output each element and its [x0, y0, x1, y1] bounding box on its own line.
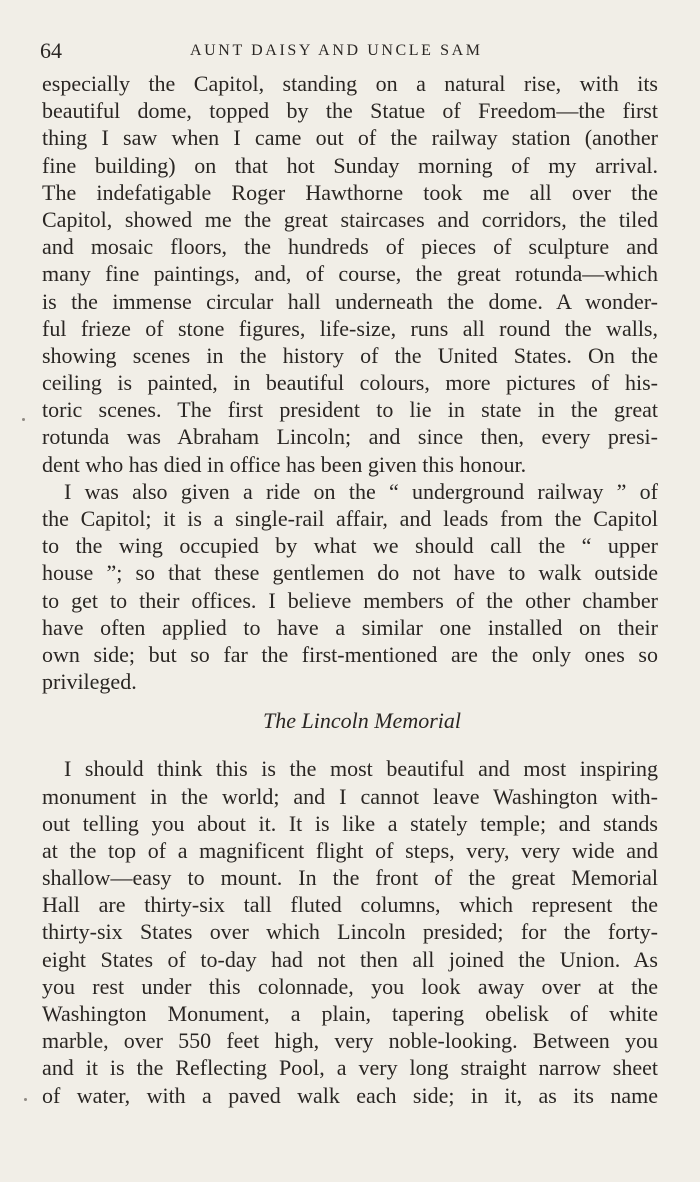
- text-line: eight States of to-day had not then all joined the Union. As: [42, 946, 658, 972]
- body-text: [42, 70, 658, 1109]
- running-head: [40, 38, 660, 64]
- text-line: shallow—easy to mount. In the front of the great Memorial: [42, 865, 658, 891]
- paragraph-capitol: [42, 70, 658, 478]
- text-line: the Capitol; it is a single-rail affair, and leads from the Capitol: [42, 506, 658, 531]
- text-line: fine building) on that hot Sunday morning of my arrival.: [42, 152, 658, 178]
- text-line: to get to their offices. I believe members of the other chamber: [42, 587, 658, 613]
- text-line: to the wing occupied by what we should call the “ upper: [42, 533, 658, 559]
- text-line: I was also given a ride on the “ underground railway ” of: [64, 478, 658, 504]
- text-line: beautiful dome, topped by the Statue of Freedom—the first: [42, 98, 658, 124]
- text-line: at the top of a magnificent flight of steps, very, very wide and: [42, 837, 658, 863]
- text-line: Capitol, showed me the great staircases and corridors, the tiled: [42, 206, 658, 232]
- section-heading: The Lincoln Memorial: [263, 708, 461, 734]
- text-line: you rest under this colonnade, you look away over at the: [42, 973, 658, 999]
- print-speck: [24, 1098, 27, 1101]
- text-line: rotunda was Abraham Lincoln; and since then, every presi-: [42, 424, 658, 450]
- text-line: privileged.: [42, 669, 137, 695]
- running-title: AUNT DAISY AND UNCLE SAM: [190, 42, 483, 59]
- text-line: monument in the world; and I cannot leave Washington with-: [42, 783, 658, 809]
- text-line: many fine paintings, and, of course, the great rotunda—which: [42, 261, 658, 287]
- text-line: out telling you about it. It is like a stately temple; and stands: [42, 810, 658, 836]
- paragraph-underground-railway: [42, 478, 658, 696]
- text-line: The indefatigable Roger Hawthorne took me all over the: [42, 179, 658, 205]
- text-line: I should think this is the most beautiful and most inspiring: [64, 756, 658, 782]
- text-line: house ”; so that these gentlemen do not have to walk outside: [42, 560, 658, 586]
- text-line: showing scenes in the history of the United States. On the: [42, 342, 658, 368]
- text-line: Hall are thirty-six tall fluted columns, which represent the: [42, 892, 658, 918]
- text-line: thirty-six States over which Lincoln presided; for the forty-: [42, 919, 658, 945]
- text-line: ceiling is painted, in beautiful colours, more pictures of his-: [42, 370, 658, 396]
- text-line: is the immense circular hall underneath the dome. A wonder-: [42, 288, 658, 314]
- text-line: own side; but so far the first-mentioned are the only ones so: [42, 641, 658, 667]
- text-line: dent who has died in office has been given this honour.: [42, 451, 527, 477]
- text-line: toric scenes. The first president to lie in state in the great: [42, 397, 658, 423]
- page-number: 64: [40, 38, 62, 63]
- text-line: ful frieze of stone figures, life-size, runs all round the walls,: [42, 315, 658, 341]
- text-line: of water, with a paved walk each side; in it, as its name: [42, 1082, 658, 1108]
- text-line: thing I saw when I came out of the railway station (another: [42, 125, 658, 151]
- paragraph-lincoln-memorial: [42, 755, 658, 1108]
- print-speck: [22, 418, 25, 421]
- text-line: marble, over 550 feet high, very noble-looking. Between you: [42, 1028, 658, 1054]
- text-line: and mosaic floors, the hundreds of pieces of sculpture and: [42, 234, 658, 260]
- text-line: Washington Monument, a plain, tapering obelisk of white: [42, 1001, 658, 1026]
- text-line: and it is the Reflecting Pool, a very long straight narrow sheet: [42, 1055, 658, 1081]
- text-line: have often applied to have a similar one installed on their: [42, 614, 658, 640]
- text-line: especially the Capitol, standing on a natural rise, with its: [42, 71, 658, 96]
